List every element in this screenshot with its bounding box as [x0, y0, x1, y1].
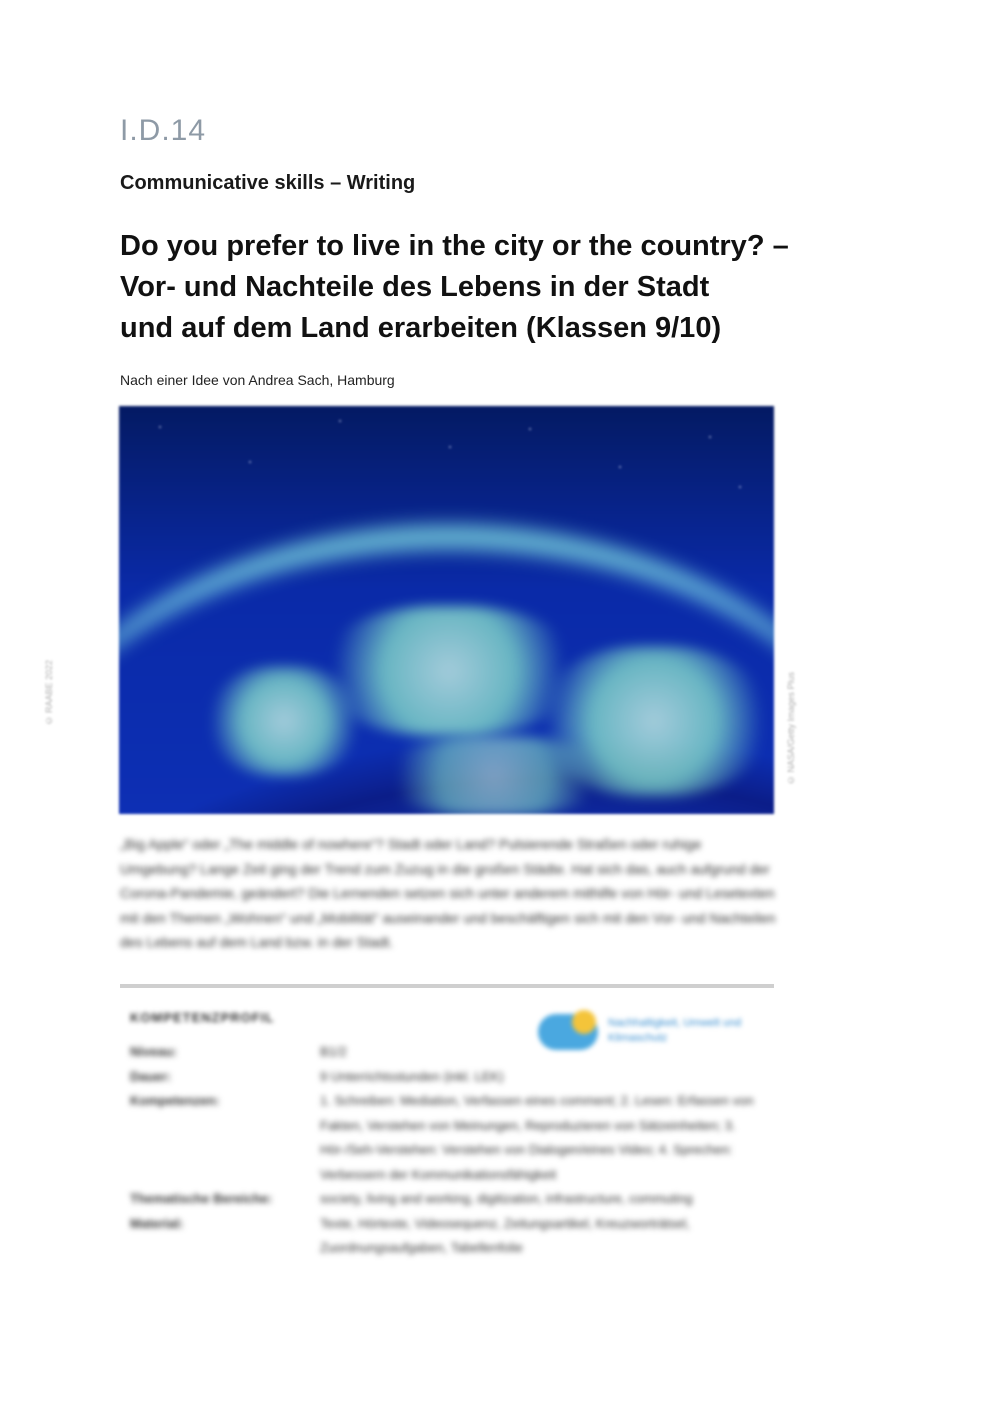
star	[339, 420, 341, 422]
profile-key: Dauer:	[130, 1068, 172, 1084]
profile-row	[130, 1040, 770, 1065]
star	[159, 426, 161, 428]
profile-value: B1/2	[320, 1044, 347, 1059]
image-credit: © NASA/Getty Images Plus	[786, 672, 796, 786]
star	[739, 486, 741, 488]
logo-text: Nachhaltigkeit, Umwelt und Klimaschutz	[608, 1017, 742, 1044]
profile-row	[130, 1089, 770, 1187]
profile-key: Kompetenzen:	[130, 1093, 220, 1108]
profile-key: Niveau:	[130, 1044, 177, 1059]
competence-profile-heading: KOMPETENZPROFIL	[130, 1010, 275, 1025]
page-title	[120, 226, 800, 349]
star	[529, 428, 531, 430]
profile-value: 9 Unterrichtsstunden (inkl. LEK)	[320, 1068, 504, 1084]
profile-value: 1. Schreiben: Mediation, Verfassen eines comment; 2. Lesen: Erfassen von Fakten, Verstehen von Meinungen, Reproduzieren von Sätzeinheiten; 3. Hör-/Seh-Verstehen: Verstehen von Dialogen/eines Video; 4. Sprechen: Verbessern der Kommunikationsfähigkeit	[320, 1093, 754, 1182]
profile-value: Texte, Hörtexte, Videosequenz, Zeitungsartikel, Kreuzworträtsel, Zuordnungsaufgaben, Tabellenfolie	[320, 1215, 690, 1255]
title-line-3: und auf dem Land erarbeiten (Klassen 9/10)	[120, 312, 722, 344]
star	[709, 436, 711, 438]
star	[449, 446, 451, 448]
title-line-1: Do you prefer to live in the city or the country? –	[120, 230, 789, 262]
intro-paragraph: „Big Apple“ oder „The middle of nowhere“? Stadt oder Land? Pulsierende Straßen oder ruhige Umgebung? Lange Zeit ging der Trend zum Zuzug in die großen Städte. Hat sich das, auch aufgrund der Corona-Pandemie, geändert? Die Lernenden setzen sich unter anderem mithilfe von Hör- und Lesetexten mit den Themen „Wohnen“ und „Mobilität“ auseinander und beschäftigen sich mit den Vor- und Nachteilen des Lebens auf dem Land bzw. in der Stadt.	[120, 836, 776, 950]
profile-value: society, living and working, digitization, infrastructure, commuting	[320, 1191, 693, 1206]
profile-row	[130, 1212, 770, 1261]
document-id: I.D.14	[120, 114, 207, 147]
star	[619, 466, 621, 468]
land-mass	[209, 666, 359, 776]
competence-profile-table	[130, 1040, 770, 1261]
divider	[120, 984, 774, 988]
hero-image-earth-europe	[119, 406, 774, 814]
sun-icon	[572, 1010, 596, 1034]
profile-key: Thematische Bereiche:	[130, 1191, 273, 1206]
profile-key: Material:	[130, 1215, 184, 1231]
title-line-2: Vor- und Nachteile des Lebens in der Stadt	[120, 271, 710, 303]
star	[249, 461, 251, 463]
profile-row	[130, 1065, 770, 1090]
copyright-left: © RAABE 2022	[44, 660, 54, 726]
profile-row	[130, 1187, 770, 1212]
section-label: Communicative skills – Writing	[120, 172, 416, 194]
byline: Nach einer Idee von Andrea Sach, Hamburg	[120, 372, 395, 388]
land-mass	[379, 736, 609, 814]
